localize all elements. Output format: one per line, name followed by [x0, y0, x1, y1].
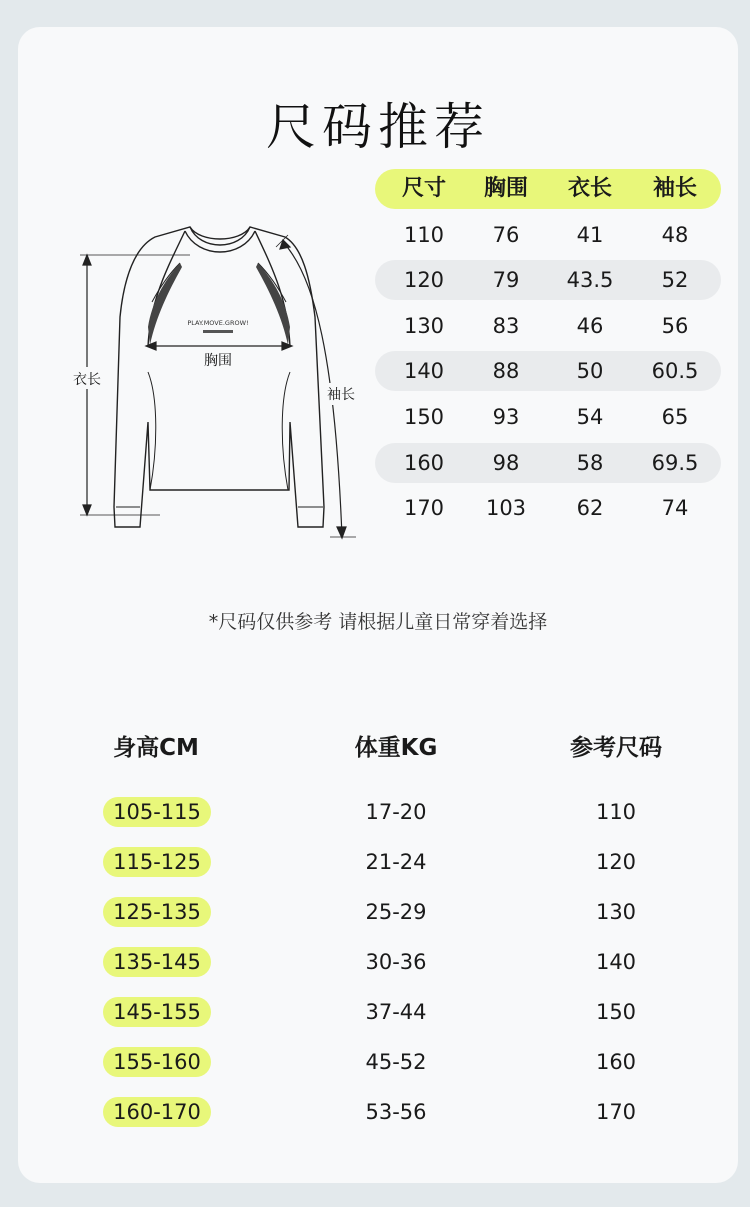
- cell-chest: 79: [492, 268, 520, 293]
- cell-sleeve: 48: [661, 222, 689, 247]
- cell-chest: 83: [492, 313, 520, 338]
- garment-diagram: [40, 207, 370, 547]
- cell-sleeve: 74: [661, 496, 689, 521]
- cell-length: 50: [576, 359, 604, 384]
- chest-label: 胸围: [204, 353, 232, 369]
- height-pill: 125-135: [103, 897, 211, 927]
- size-note: *尺码仅供参考 请根据儿童日常穿着选择: [208, 611, 548, 633]
- cell-ref-size: 170: [595, 1100, 637, 1124]
- cell-size: 160: [403, 450, 445, 475]
- cell-chest: 93: [492, 404, 520, 429]
- table-row: [375, 443, 721, 483]
- cell-length: 41: [576, 222, 604, 247]
- cell-weight: 53-56: [365, 1100, 427, 1124]
- size-table: [375, 169, 721, 534]
- cell-ref-size: 140: [595, 950, 637, 974]
- cell-length: 58: [576, 450, 604, 475]
- page-title: 尺码推荐: [266, 98, 490, 156]
- cell-sleeve: 60.5: [651, 359, 699, 384]
- cell-length: 54: [576, 404, 604, 429]
- header-size: 尺寸: [401, 176, 446, 201]
- cell-sleeve: 69.5: [651, 450, 699, 475]
- cell-chest: 103: [485, 496, 527, 521]
- table-row: [375, 306, 721, 346]
- header-sleeve: 袖长: [652, 176, 697, 201]
- cell-ref-size: 130: [595, 900, 637, 924]
- sleeve-label: 袖长: [327, 387, 355, 403]
- brand-text: PLAY.MOVE.GROW!: [187, 319, 249, 327]
- cell-chest: 88: [492, 359, 520, 384]
- table-row: [375, 351, 721, 391]
- cell-size: 170: [403, 496, 445, 521]
- header-ref-size: 参考尺码: [570, 735, 662, 761]
- table-row: [375, 260, 721, 300]
- header-weight: 体重KG: [354, 735, 438, 761]
- cell-weight: 37-44: [365, 1000, 427, 1024]
- header-chest: 胸围: [483, 176, 528, 201]
- height-pill: 160-170: [103, 1097, 211, 1127]
- table-row: [375, 397, 721, 437]
- cell-weight: 45-52: [365, 1050, 427, 1074]
- size-table-header: [375, 169, 721, 209]
- height-pill: 155-160: [103, 1047, 211, 1077]
- cell-sleeve: 56: [661, 313, 689, 338]
- cell-ref-size: 160: [595, 1050, 637, 1074]
- length-label: 衣长: [73, 372, 101, 388]
- cell-weight: 17-20: [365, 800, 427, 824]
- cell-sleeve: 52: [661, 268, 689, 293]
- height-pill: 145-155: [103, 997, 211, 1027]
- cell-weight: 25-29: [365, 900, 427, 924]
- size-guide-card: [18, 27, 738, 1183]
- cell-sleeve: 65: [661, 404, 689, 429]
- cell-size: 110: [403, 222, 445, 247]
- cell-chest: 98: [492, 450, 520, 475]
- header-length: 衣长: [567, 176, 612, 201]
- header-height: 身高CM: [113, 735, 199, 761]
- height-pill: 135-145: [103, 947, 211, 977]
- cell-size: 120: [403, 268, 445, 293]
- cell-chest: 76: [492, 222, 520, 247]
- cell-length: 43.5: [566, 268, 614, 293]
- cell-length: 62: [576, 496, 604, 521]
- height-pill: 105-115: [103, 797, 211, 827]
- cell-ref-size: 150: [595, 1000, 637, 1024]
- cell-size: 150: [403, 404, 445, 429]
- table-row: [375, 488, 721, 528]
- cell-weight: 30-36: [365, 950, 427, 974]
- cell-ref-size: 120: [595, 850, 637, 874]
- height-pill: 115-125: [103, 847, 211, 877]
- cell-length: 46: [576, 313, 604, 338]
- cell-ref-size: 110: [595, 800, 637, 824]
- cell-size: 130: [403, 313, 445, 338]
- cell-size: 140: [403, 359, 445, 384]
- table-row: [375, 215, 721, 255]
- cell-weight: 21-24: [365, 850, 427, 874]
